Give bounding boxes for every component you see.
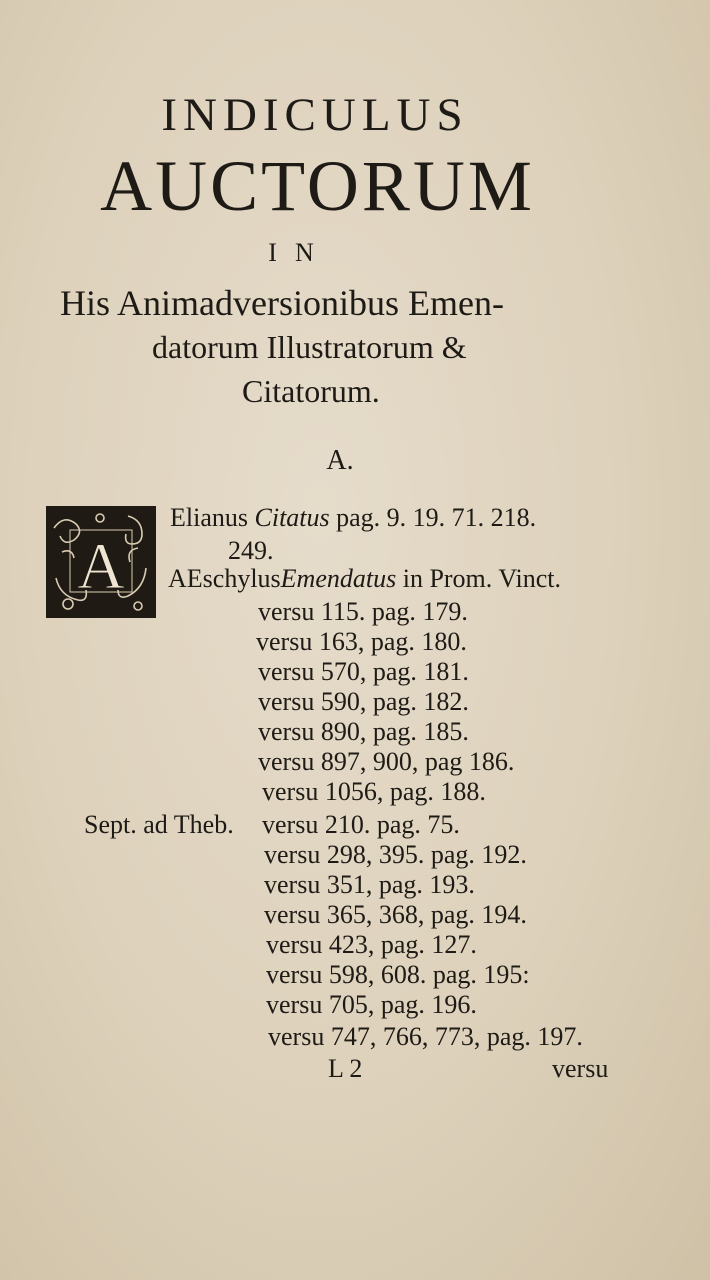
subtitle-line-2: datorum Illustratorum & — [152, 329, 467, 365]
section-letter: A. — [326, 445, 354, 476]
reference-line: versu 570, pag. 181. — [258, 657, 469, 686]
reference-line: versu 210. pag. 75. — [262, 810, 460, 839]
reference-line: versu 298, 395. pag. 192. — [264, 840, 527, 869]
signature-mark: L 2 — [328, 1054, 363, 1083]
initial-letter: A — [77, 530, 125, 603]
decorated-initial-icon — [46, 506, 156, 618]
reference-line: versu 351, pag. 193. — [264, 870, 475, 899]
entry-aeschylus: AEschylusEmendatus in Prom. Vinct. — [168, 564, 562, 593]
reference-line: versu 1056, pag. 188. — [262, 777, 486, 806]
subtitle-line-3: Citatorum. — [242, 373, 380, 409]
reference-line: versu 590, pag. 182. — [258, 687, 469, 716]
reference-line: versu 598, 608. pag. 195: — [266, 960, 530, 989]
subtitle-line-1: His Animadversionibus Emen- — [60, 283, 504, 323]
reference-line: versu 890, pag. 185. — [258, 717, 469, 746]
entry-aelianus: Elianus Citatus pag. 9. 19. 71. 218. — [170, 503, 537, 532]
reference-line: versu 365, 368, pag. 194. — [264, 900, 527, 929]
subsection-label: Sept. ad Theb. — [84, 810, 234, 839]
title-line-3: IN — [268, 238, 332, 267]
reference-line: versu 115. pag. 179. — [258, 597, 468, 626]
entry-aelianus-continued: 249. — [228, 536, 274, 565]
reference-line: versu 163, pag. 180. — [256, 627, 467, 656]
reference-line: versu 897, 900, pag 186. — [258, 747, 515, 776]
catchword: versu — [552, 1054, 609, 1083]
title-line-2: AUCTORUM — [100, 146, 535, 226]
reference-line: versu 705, pag. 196. — [266, 990, 477, 1019]
reference-line: versu 423, pag. 127. — [266, 930, 477, 959]
reference-line: versu 747, 766, 773, pag. 197. — [268, 1022, 583, 1051]
title-line-1: INDICULUS — [161, 89, 469, 141]
